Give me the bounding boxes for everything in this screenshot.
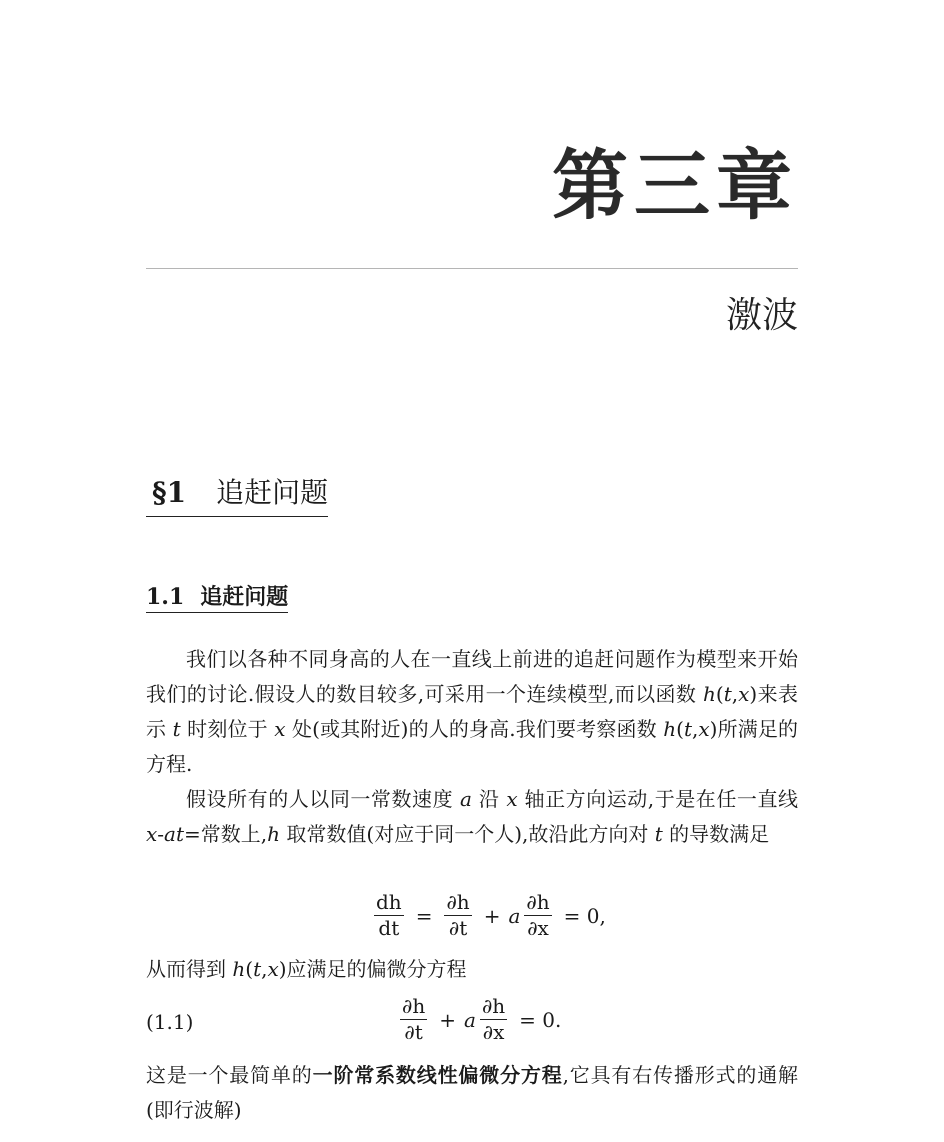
body-text-block-1 xyxy=(146,642,798,852)
text-run: 轴正方向运动,于是在任一直线 xyxy=(517,787,798,811)
subsection-title: 追赶问题 xyxy=(200,584,289,610)
fraction-numerator: ∂h xyxy=(526,890,550,914)
text-run: ,它具有右传播形式的通解(即行波解) xyxy=(146,1063,799,1122)
fraction-denominator: ∂t xyxy=(404,1020,423,1044)
section-number: §1 xyxy=(152,476,187,509)
fraction-denominator: ∂x xyxy=(527,916,549,940)
math-symbol: x xyxy=(506,787,518,811)
subsection-heading xyxy=(146,584,288,613)
equation-total-derivative xyxy=(370,890,614,941)
text-run: 沿 xyxy=(471,787,507,811)
fraction-numerator: ∂h xyxy=(402,994,426,1018)
body-text-block-2 xyxy=(146,952,798,987)
section-title: 追赶问题 xyxy=(216,476,329,509)
math-symbol: x xyxy=(698,717,710,741)
fraction-partial-h-x xyxy=(480,994,507,1045)
fraction-partial-h-x xyxy=(524,890,551,941)
math-symbol: t xyxy=(172,717,181,741)
text-run: , xyxy=(261,957,268,981)
text-run: 假设所有的人以同一常数速度 xyxy=(186,787,461,811)
section-heading xyxy=(146,476,328,517)
math-symbol: a xyxy=(460,787,472,811)
text-run: ( xyxy=(245,957,254,981)
math-symbol: h xyxy=(232,957,246,981)
fraction-denominator: dt xyxy=(378,916,400,940)
math-symbol: h xyxy=(703,682,716,706)
plus-sign: + xyxy=(439,1007,456,1032)
text-run: ( xyxy=(715,682,724,706)
chapter-title: 第三章 xyxy=(552,141,798,230)
fraction-partial-h-t xyxy=(400,994,427,1045)
coefficient: a xyxy=(464,1007,476,1032)
text-run: 的导数满足 xyxy=(662,822,770,846)
text-run: 取常数值(对应于同一个人),故沿此方向对 xyxy=(280,822,655,846)
paragraph-2 xyxy=(146,782,798,852)
chapter-subtitle: 激波 xyxy=(725,295,798,336)
paragraph-3 xyxy=(146,952,798,987)
math-symbol: x xyxy=(267,957,279,981)
fraction-dh-dt xyxy=(374,890,404,941)
math-symbol: x xyxy=(274,717,286,741)
body-text-block-3 xyxy=(146,1058,798,1128)
text-run: , xyxy=(692,717,699,741)
key-term: 一阶常系数线性偏微分方程 xyxy=(312,1063,563,1087)
fraction-denominator: ∂t xyxy=(448,916,468,940)
fraction-numerator: dh xyxy=(376,890,402,914)
math-symbol: t xyxy=(253,957,262,981)
equation-1-1 xyxy=(396,994,569,1045)
math-symbol: at xyxy=(164,822,185,846)
equation-rhs: = 0, xyxy=(563,903,606,928)
paragraph-4 xyxy=(146,1058,798,1128)
chapter-divider xyxy=(146,268,798,269)
text-run: 我们以各种不同身高的人在一直线上前进的追赶问题作为模型来开始我们的讨论.假设人的数目较多,可采用一个连续模型,而以函数 xyxy=(146,647,798,706)
fraction-numerator: ∂h xyxy=(481,994,506,1018)
text-run: )应满足的偏微分方程 xyxy=(278,957,467,981)
text-run: )所满足的方程. xyxy=(146,717,798,776)
math-symbol: t xyxy=(683,717,692,741)
math-symbol: h xyxy=(663,717,677,741)
equation-rhs: = 0. xyxy=(519,1007,562,1032)
text-run: )来表示 xyxy=(146,682,798,741)
text-run: - xyxy=(157,822,165,846)
text-run: =常数上, xyxy=(184,822,268,846)
fraction-denominator: ∂x xyxy=(482,1020,505,1044)
equals-sign: = xyxy=(415,903,433,928)
math-symbol: h xyxy=(267,822,281,846)
text-run: 时刻位于 xyxy=(180,717,275,741)
text-run: 这是一个最简单的 xyxy=(146,1063,313,1087)
math-symbol: t xyxy=(723,682,732,706)
subsection-number: 1.1 xyxy=(146,584,185,610)
text-run: , xyxy=(731,682,739,706)
fraction-partial-h-t xyxy=(444,890,471,941)
fraction-numerator: ∂h xyxy=(446,890,470,914)
text-run: 从而得到 xyxy=(146,957,233,981)
math-symbol: t xyxy=(654,822,663,846)
paragraph-1 xyxy=(146,642,798,782)
math-symbol: x xyxy=(146,822,158,846)
equation-number: (1.1) xyxy=(146,1010,194,1034)
plus-sign: + xyxy=(483,903,501,928)
math-symbol: x xyxy=(738,682,750,706)
text-run: ( xyxy=(676,717,684,741)
coefficient: a xyxy=(508,903,521,928)
text-run: 处(或其附近)的人的身高.我们要考察函数 xyxy=(285,717,664,741)
